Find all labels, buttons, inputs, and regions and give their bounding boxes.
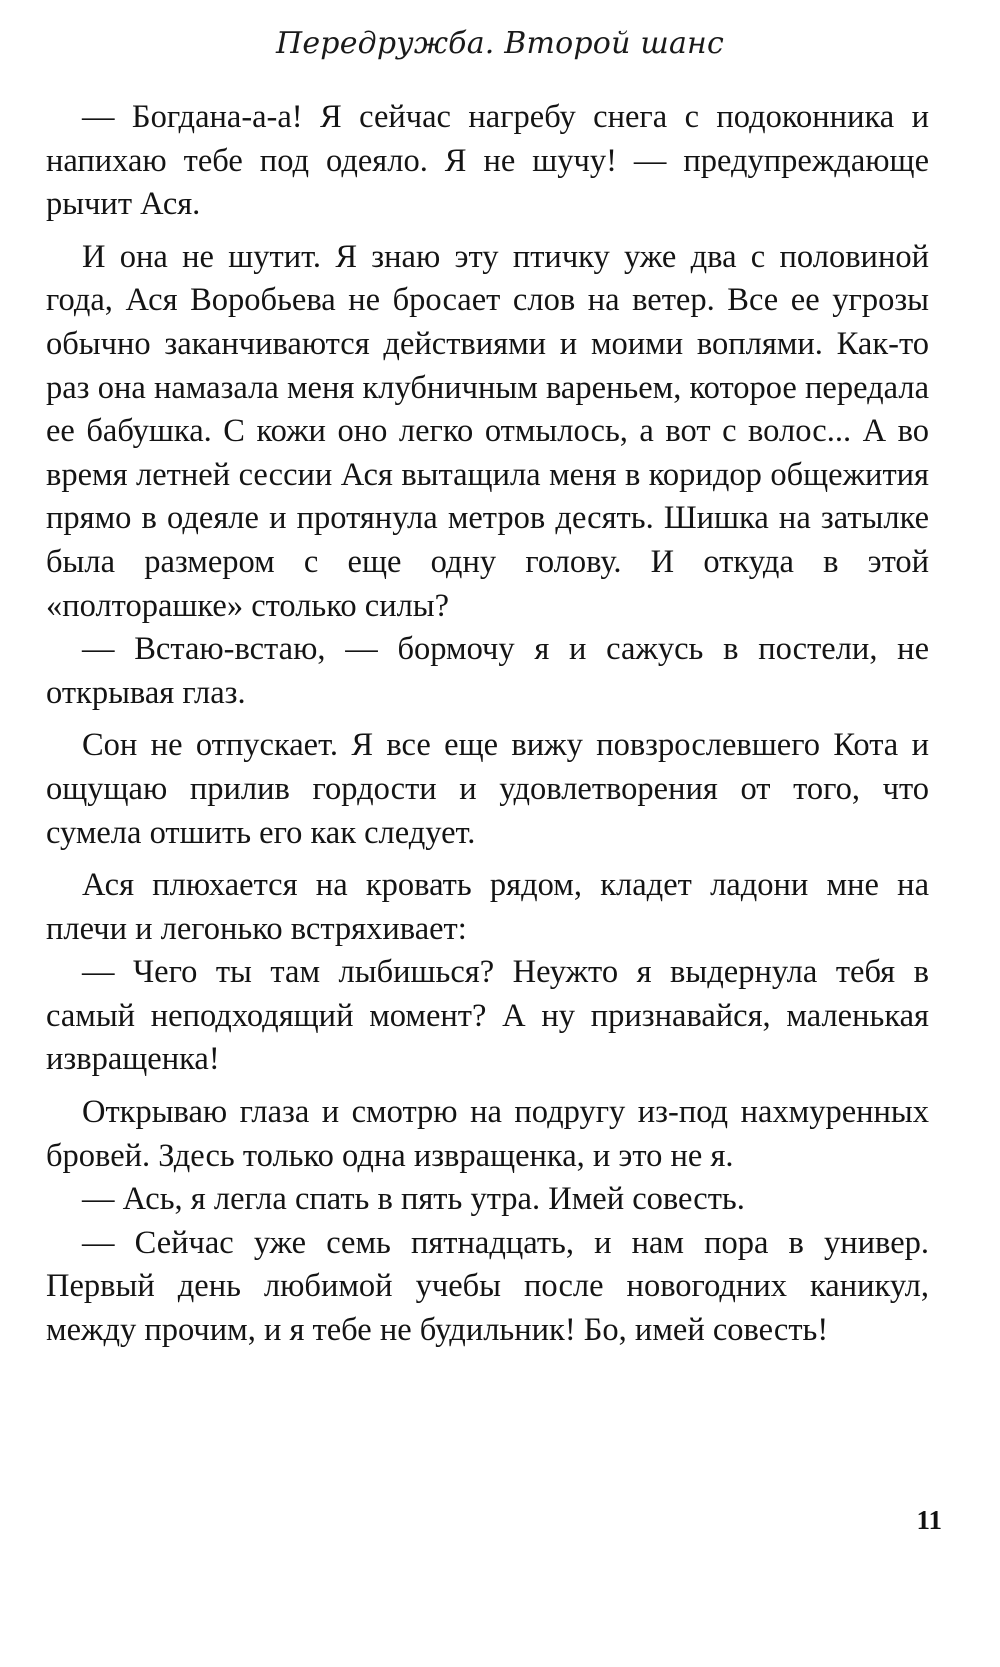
running-title: Передружба. Второй шанс: [275, 26, 724, 61]
body-text: [46, 96, 929, 1353]
page-number: 11: [916, 1505, 942, 1535]
paragraph: Ася плюхается на кровать рядом, кладет ладони мне на плечи и легонько встряхивает:: [46, 867, 929, 947]
paragraph: — Богдана-а-а! Я сейчас нагребу снега с подоконника и напихаю тебе под одеяло. Я не шучу! — предупреждающе рычит Ася.: [46, 99, 929, 223]
paragraph: — Встаю-встаю, — бормочу я и сажусь в постели, не открывая глаз.: [46, 631, 929, 711]
paragraph: — Сейчас уже семь пятнадцать, и нам пора в универ. Первый день любимой учебы после новогодних каникул, между прочим, и я тебе не будильник! Бо, имей совесть!: [46, 1224, 929, 1349]
paragraph: — Ась, я легла спать в пять утра. Имей совесть.: [82, 1181, 745, 1218]
paragraph: Сон не отпускает. Я все еще вижу повзрослевшего Кота и ощущаю прилив гордости и удовлетворения от того, что сумела отшить его как следует.: [46, 727, 929, 851]
paragraph: — Чего ты там лыбишься? Неужто я выдернула тебя в самый неподходящий момент? А ну признавайся, маленькая извращенка!: [46, 954, 929, 1078]
paragraph: И она не шутит. Я знаю эту птичку уже два с половиной года, Ася Воробьева не бросает слов на ветер. Все ее угрозы обычно заканчиваются действиями и моими воплями. Как-то раз она намазала меня клубничным вареньем, которое передала ее бабушка. С кожи оно легко отмылось, а вот с волос... А во время летней сессии Ася вытащила меня в коридор общежития прямо в одеяле и протянула метров десять. Шишка на затылке была размером с еще одну голову. И откуда в этой «полторашке» столько силы?: [46, 238, 929, 624]
paragraph: Открываю глаза и смотрю на подругу из-под нахмуренных бровей. Здесь только одна извращенка, и это не я.: [46, 1094, 929, 1174]
